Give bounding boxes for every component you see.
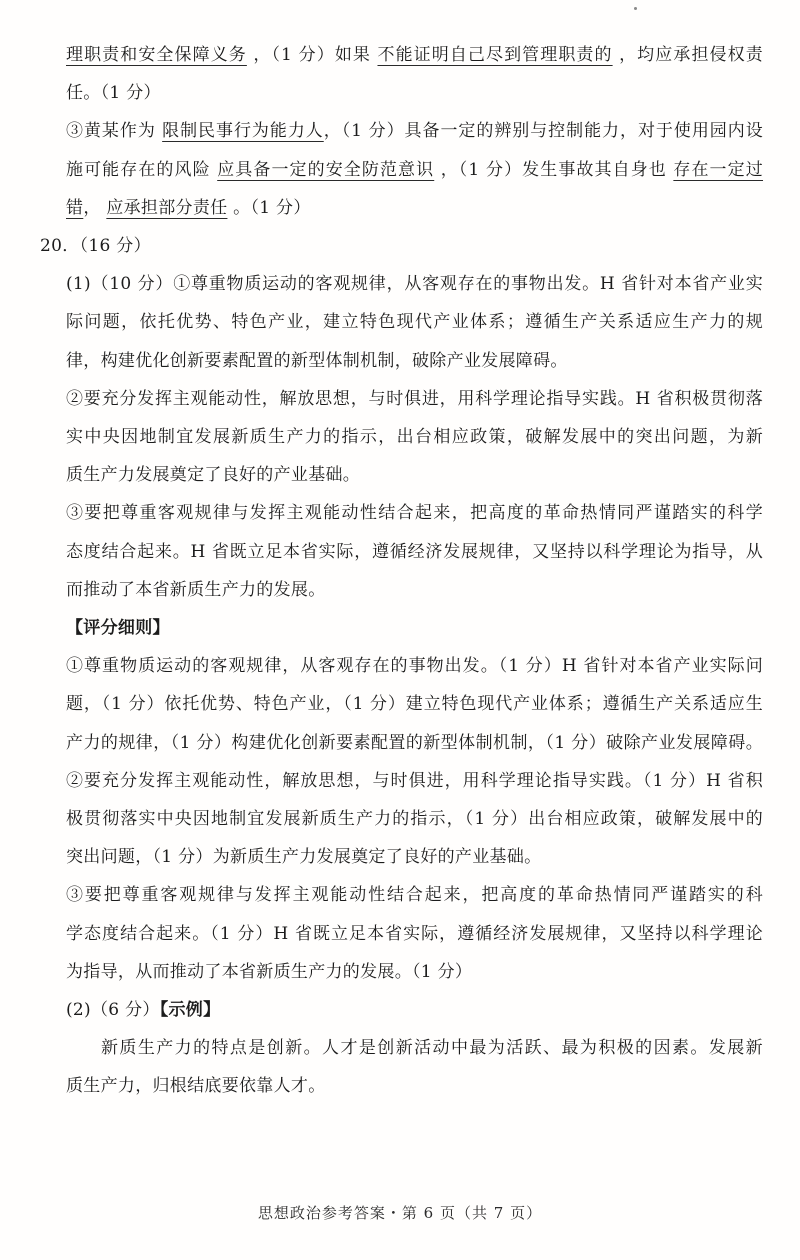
text-segment: 而推动了本省新质生产力的发展。 [66,579,326,600]
rubric-line-7 [66,876,763,914]
footer-page-label: 思想政治参考答案・第 6 页（共 7 页） [257,1204,543,1222]
rubric-line-4 [66,762,763,800]
q19-line-1 [66,36,763,74]
text-segment: 。（1 分） [227,197,311,218]
underlined-phrase: 存在一定过 [673,159,764,180]
rubric-line-6 [66,838,763,876]
text-segment: ②要充分发挥主观能动性，解放思想，与时俱进，用科学理论指导实践。（1 分）H 省积 [66,770,763,791]
text-segment: 质生产力，归根结底要依靠人才。 [66,1076,326,1097]
q20-1-answer-line-6 [66,456,763,494]
rubric-line-5 [66,800,763,838]
text-segment: 20．（16 分） [40,236,151,257]
rubric-line-2 [66,685,763,723]
q20-1-answer-line-4 [66,380,763,418]
text-segment: 任。（1 分） [66,83,161,104]
underlined-phrase: 不能证明自己尽到管理职责的 [377,45,613,65]
text-segment: 际问题，依托优势、特色产业，建立特色现代产业体系；遵循生产关系适应生产力的规 [66,312,763,333]
underlined-phrase: 错 [66,197,84,218]
text-segment: (2)（6 分） [66,1000,160,1021]
text-segment: ③要把尊重客观规律与发挥主观能动性结合起来，把高度的革命热情同严谨踏实的科学 [66,503,763,524]
q19-line-3 [66,112,763,150]
text-segment: 学态度结合起来。（1 分）H 省既立足本省实际，遵循经济发展规律，又坚持以科学理论 [66,923,763,944]
text-segment: ③黄某作为 [66,121,163,142]
q20-2-answer-line-1 [66,1029,763,1067]
q19-line-5 [66,189,763,227]
text-segment: 极贯彻落实中央因地制宜发展新质生产力的指示，（1 分）出台相应政策，破解发展中的 [66,809,763,830]
q20-2-heading [66,991,763,1029]
q20-1-answer-line-2 [66,303,763,341]
text-segment: 律，构建优化创新要素配置的新型体制机制，破除产业发展障碍。 [66,350,568,371]
text-segment: 产力的规律，（1 分）构建优化创新要素配置的新型体制机制，（1 分）破除产业发展障碍。 [66,732,763,753]
text-segment: (1)（10 分）①尊重物质运动的客观规律，从客观存在的事物出发。H 省针对本省产业实 [66,274,763,295]
q20-heading [40,227,763,265]
underlined-phrase: 限制民事行为能力人 [162,121,324,142]
text-segment: 新质生产力的特点是创新。人才是创新活动中最为活跃、最为积极的因素。发展新 [101,1038,763,1059]
page-footer [0,1202,800,1223]
bold-label: 【评分细则】 [66,618,170,639]
text-segment: 突出问题，（1 分）为新质生产力发展奠定了良好的产业基础。 [66,847,542,868]
rubric-line-9 [66,953,763,991]
text-segment: ③要把尊重客观规律与发挥主观能动性结合起来，把高度的革命热情同严谨踏实的科 [66,885,763,906]
text-segment: 为指导，从而推动了本省新质生产力的发展。（1 分） [66,961,473,982]
underlined-phrase: 应承担部分责任 [106,197,228,218]
answer-content [40,36,764,1106]
rubric-line-8 [66,915,763,953]
text-segment: 实中央因地制宜发展新质生产力的指示，出台相应政策，破解发展中的突出问题，为新 [66,427,763,448]
text-segment: ， [83,197,107,218]
q19-line-2 [66,74,763,112]
q20-1-answer-line-9 [66,571,763,609]
text-segment: 题，（1 分）依托优势、特色产业，（1 分）建立特色现代产业体系；遵循生产关系适应生 [66,694,763,715]
text-segment: ，（1 分）如果 [246,45,378,65]
q20-1-answer-line-7 [66,494,763,532]
text-segment: ，（1 分）具备一定的辨别与控制能力，对于使用园内设 [323,121,763,142]
rubric-line-3 [66,724,763,762]
text-segment: ，（1 分）发生事故其自身也 [434,159,674,180]
text-segment: 质生产力发展奠定了良好的产业基础。 [66,465,361,486]
text-segment: ，均应承担侵权责 [612,45,764,65]
scoring-rubric-heading [66,609,763,647]
q20-1-answer-line-1 [66,265,763,303]
bold-label: 【示例】 [159,1000,221,1021]
text-segment: 态度结合起来。H 省既立足本省实际，遵循经济发展规律，又坚持以科学理论为指导，从 [66,541,763,562]
text-segment: ②要充分发挥主观能动性，解放思想，与时俱进，用科学理论指导实践。H 省积极贯彻落 [66,388,763,409]
q20-2-answer-line-2 [66,1067,763,1105]
underlined-phrase: 应具备一定的安全防范意识 [217,159,435,180]
underlined-phrase: 理职责和安全保障义务 [66,45,247,65]
q19-line-4 [66,151,763,189]
text-segment: ①尊重物质运动的客观规律，从客观存在的事物出发。（1 分）H 省针对本省产业实际问 [66,656,763,677]
scan-speck-dot [634,7,637,10]
q20-1-answer-line-8 [66,533,763,571]
q20-1-answer-line-3 [66,342,763,380]
q20-1-answer-line-5 [66,418,763,456]
rubric-line-1 [66,647,763,685]
text-segment: 施可能存在的风险 [66,159,218,180]
